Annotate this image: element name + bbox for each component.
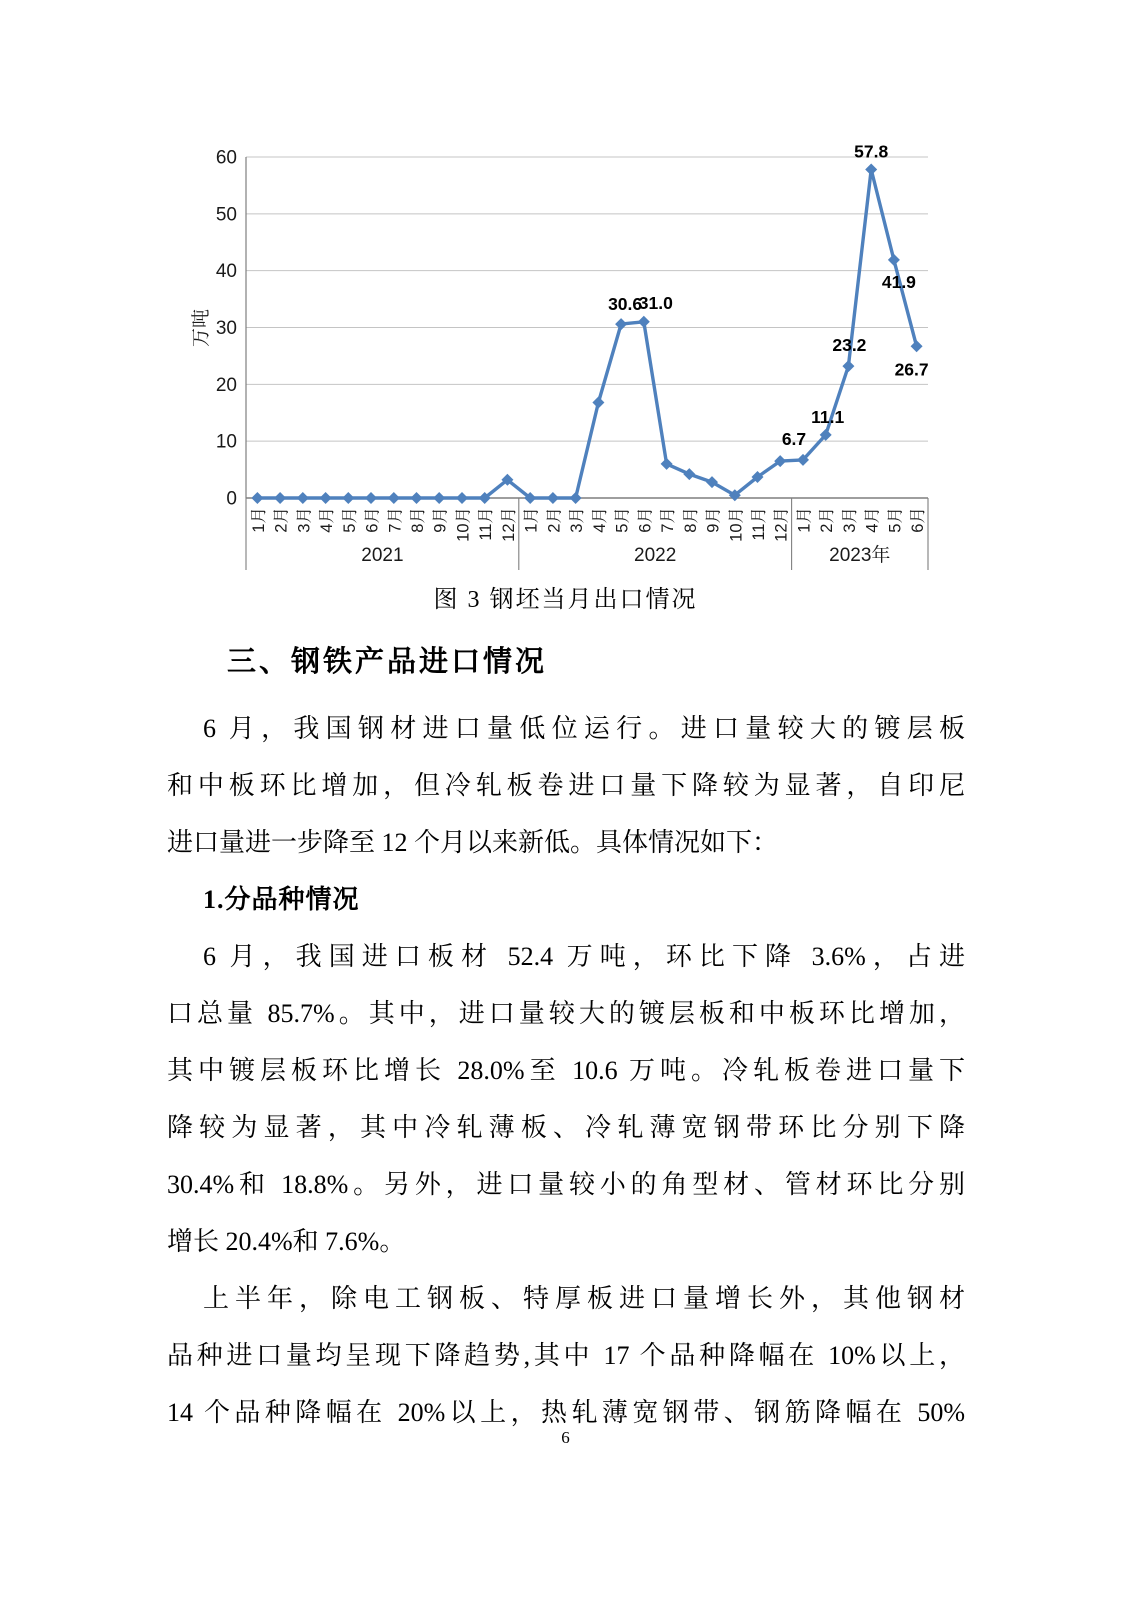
- svg-text:9月: 9月: [704, 507, 723, 533]
- export-chart-svg: [186, 128, 943, 578]
- body-line: 6 月，我国进口板材 52.4 万吨，环比下降 3.6%，占进: [203, 942, 965, 971]
- svg-text:2月: 2月: [545, 507, 564, 533]
- svg-text:7月: 7月: [386, 507, 405, 533]
- svg-text:4月: 4月: [590, 507, 609, 533]
- body-line: 进口量进一步降至 12 个月以来新低。具体情况如下：: [167, 828, 779, 857]
- svg-text:30.6: 30.6: [608, 294, 643, 315]
- svg-text:12月: 12月: [499, 507, 518, 542]
- svg-text:7月: 7月: [659, 507, 678, 533]
- svg-text:5月: 5月: [886, 507, 905, 533]
- page-number: 6: [561, 1428, 570, 1447]
- svg-text:31.0: 31.0: [638, 292, 673, 313]
- body-line: 品种进口量均呈现下降趋势,其中 17 个品种降幅在 10%以上，: [167, 1341, 965, 1370]
- svg-text:30: 30: [215, 318, 237, 339]
- svg-text:4月: 4月: [318, 507, 337, 533]
- svg-text:5月: 5月: [613, 507, 632, 533]
- body-line: 和中板环比增加，但冷轧板卷进口量下降较为显著，自印尼: [167, 771, 965, 800]
- document-body: [167, 700, 965, 1441]
- svg-text:9月: 9月: [431, 507, 450, 533]
- svg-text:万吨: 万吨: [191, 308, 212, 348]
- svg-text:3月: 3月: [568, 507, 587, 533]
- svg-text:2月: 2月: [272, 507, 291, 533]
- svg-text:10月: 10月: [727, 507, 746, 542]
- svg-text:1月: 1月: [249, 507, 268, 533]
- svg-text:40: 40: [215, 261, 237, 283]
- svg-text:4月: 4月: [863, 507, 882, 533]
- section-heading: 三、钢铁产品进口情况: [227, 646, 548, 678]
- svg-text:1月: 1月: [522, 507, 541, 533]
- body-line: 30.4%和 18.8%。另外，进口量较小的角型材、管材环比分别: [167, 1170, 965, 1199]
- svg-text:1月: 1月: [795, 507, 814, 533]
- body-line: 其中镀层板环比增长 28.0%至 10.6 万吨。冷轧板卷进口量下: [167, 1056, 965, 1085]
- svg-text:0: 0: [226, 488, 237, 510]
- svg-text:8月: 8月: [409, 507, 427, 533]
- svg-text:2023年: 2023年: [829, 545, 891, 566]
- svg-text:6月: 6月: [363, 507, 382, 533]
- svg-text:2022: 2022: [634, 545, 677, 566]
- svg-text:10月: 10月: [454, 507, 473, 542]
- body-line: 14 个品种降幅在 20%以上，热轧薄宽钢带、钢筋降幅在 50%: [167, 1398, 965, 1427]
- svg-text:6.7: 6.7: [781, 428, 807, 449]
- svg-text:41.9: 41.9: [881, 271, 916, 292]
- body-line: 口总量 85.7%。其中，进口量较大的镀层板和中板环比增加，: [167, 999, 965, 1028]
- svg-text:26.7: 26.7: [894, 359, 929, 380]
- svg-text:3月: 3月: [295, 507, 314, 533]
- svg-text:50: 50: [215, 204, 237, 226]
- svg-text:3月: 3月: [840, 507, 859, 533]
- svg-text:6月: 6月: [636, 507, 655, 533]
- svg-text:8月: 8月: [681, 507, 700, 533]
- svg-text:11月: 11月: [477, 507, 496, 541]
- svg-text:23.2: 23.2: [832, 335, 867, 356]
- svg-text:11.1: 11.1: [811, 406, 845, 427]
- svg-text:12月: 12月: [772, 507, 791, 542]
- svg-text:6月: 6月: [909, 507, 928, 533]
- svg-text:11月: 11月: [750, 507, 768, 541]
- body-line: 上半年，除电工钢板、特厚板进口量增长外，其他钢材: [203, 1284, 965, 1313]
- export-chart: [186, 128, 943, 578]
- svg-text:2021: 2021: [361, 545, 404, 566]
- subheading-line: 1.分品种情况: [203, 885, 360, 914]
- svg-text:60: 60: [215, 147, 237, 169]
- body-line: 6 月，我国钢材进口量低位运行。进口量较大的镀层板: [203, 714, 965, 743]
- figure-caption: 图 3 钢坯当月出口情况: [433, 587, 698, 613]
- svg-text:57.8: 57.8: [854, 141, 889, 162]
- svg-text:10: 10: [215, 431, 237, 453]
- svg-text:20: 20: [215, 374, 237, 396]
- body-line: 降较为显著，其中冷轧薄板、冷轧薄宽钢带环比分别下降: [167, 1113, 965, 1142]
- body-line: 增长 20.4%和 7.6%。: [167, 1227, 406, 1256]
- svg-text:2月: 2月: [818, 507, 837, 533]
- svg-text:5月: 5月: [340, 507, 359, 533]
